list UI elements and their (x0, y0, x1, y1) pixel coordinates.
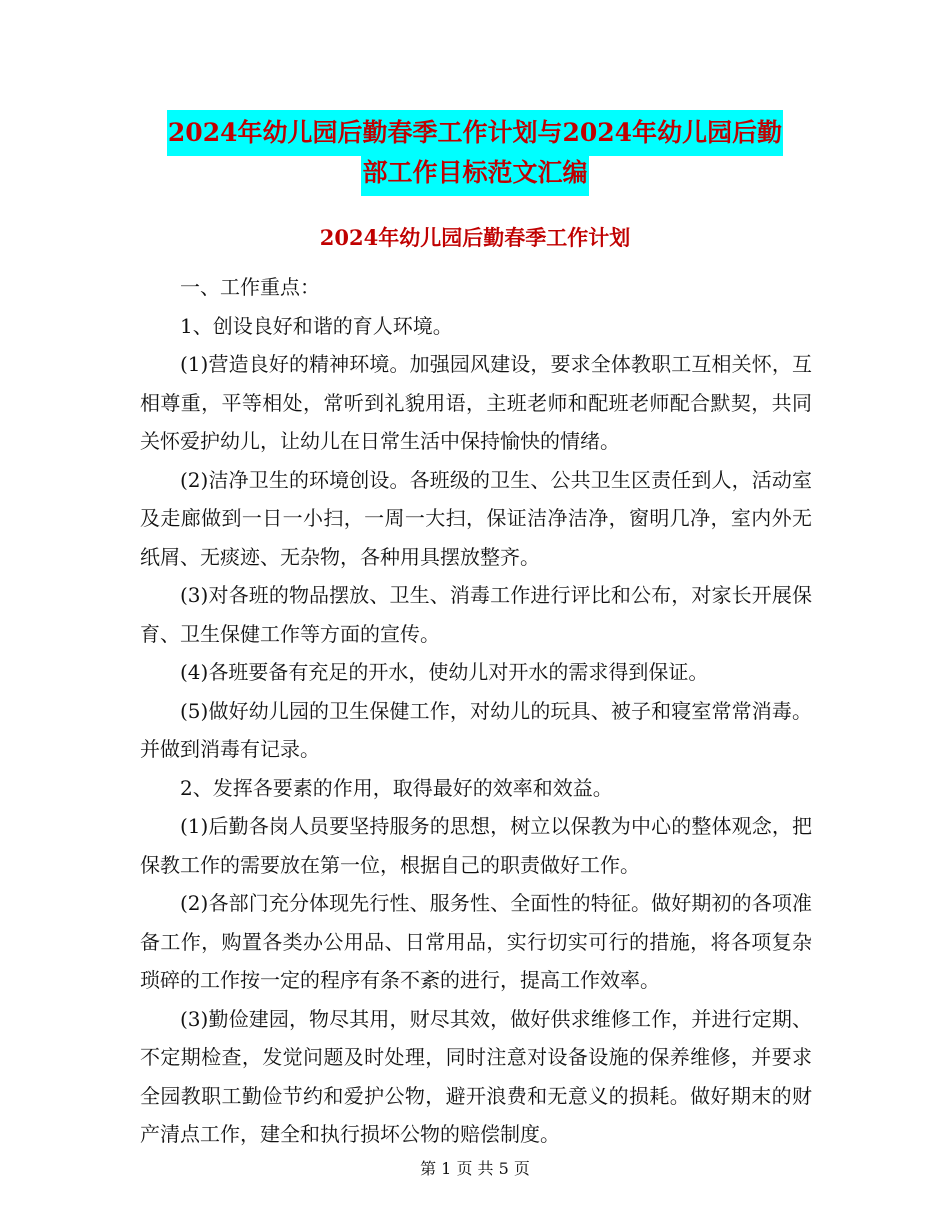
document-body (140, 268, 812, 1154)
paragraph-5: (3)对各班的物品摆放、卫生、消毒工作进行评比和公布，对家长开展保育、卫生保健工作等方面的宣传。 (140, 583, 812, 646)
paragraph-9: (1)后勤各岗人员要坚持服务的思想，树立以保教为中心的整体观念，把保教工作的需要放在第一位，根据自己的职责做好工作。 (140, 814, 812, 877)
paragraph-6: (4)各班要备有充足的开水，使幼儿对开水的需求得到保证。 (180, 660, 709, 684)
section-title: 2024年幼儿园后勤春季工作计划 (319, 225, 631, 250)
page-footer: 第 1 页 共 5 页 (420, 1159, 530, 1178)
document-title-line-2 (140, 150, 810, 196)
paragraph-1: 一、工作重点： (180, 275, 320, 299)
paragraph-3: (1)营造良好的精神环境。加强园风建设，要求全体教职工互相关怀，互相尊重，平等相处，常听到礼貌用语，主班老师和配班老师配合默契，共同关怀爱护幼儿，让幼儿在日常生活中保持愉快的情绪。 (140, 352, 812, 453)
paragraph-4: (2)洁净卫生的环境创设。各班级的卫生、公共卫生区责任到人，活动室及走廊做到一日一小扫，一周一大扫，保证洁净洁净，窗明几净，室内外无纸屑、无痰迹、无杂物，各种用具摆放整齐。 (140, 467, 812, 569)
paragraph-7: (5)做好幼儿园的卫生保健工作，对幼儿的玩具、被子和寝室常常消毒。并做到消毒有记录。 (140, 698, 812, 761)
paragraph-2: 1、创设良好和谐的育人环境。 (180, 313, 453, 338)
title-highlight-2: 部工作目标范文汇编 (361, 150, 588, 196)
paragraph-8: 2、发挥各要素的作用，取得最好的效率和效益。 (180, 775, 613, 800)
paragraph-11: (3)勤俭建园，物尽其用，财尽其效，做好供求维修工作，并进行定期、不定期检查，发觉问题及时处理，同时注意对设备设施的保养维修，并要求全园教职工勤俭节约和爱护公物，避开浪费和无意义的损耗。做好期末的财产清点工作，建全和执行损坏公物的赔偿制度。 (140, 1006, 812, 1146)
title-highlight-1: 2024年幼儿园后勤春季工作计划与2024年幼儿园后勤 (167, 110, 783, 156)
paragraph-10: (2)各部门充分体现先行性、服务性、全面性的特征。做好期初的各项准备工作，购置各类办公用品、日常用品，实行切实可行的措施，将各项复杂琐碎的工作按一定的程序有条不紊的进行，提高工作效率。 (140, 891, 812, 992)
